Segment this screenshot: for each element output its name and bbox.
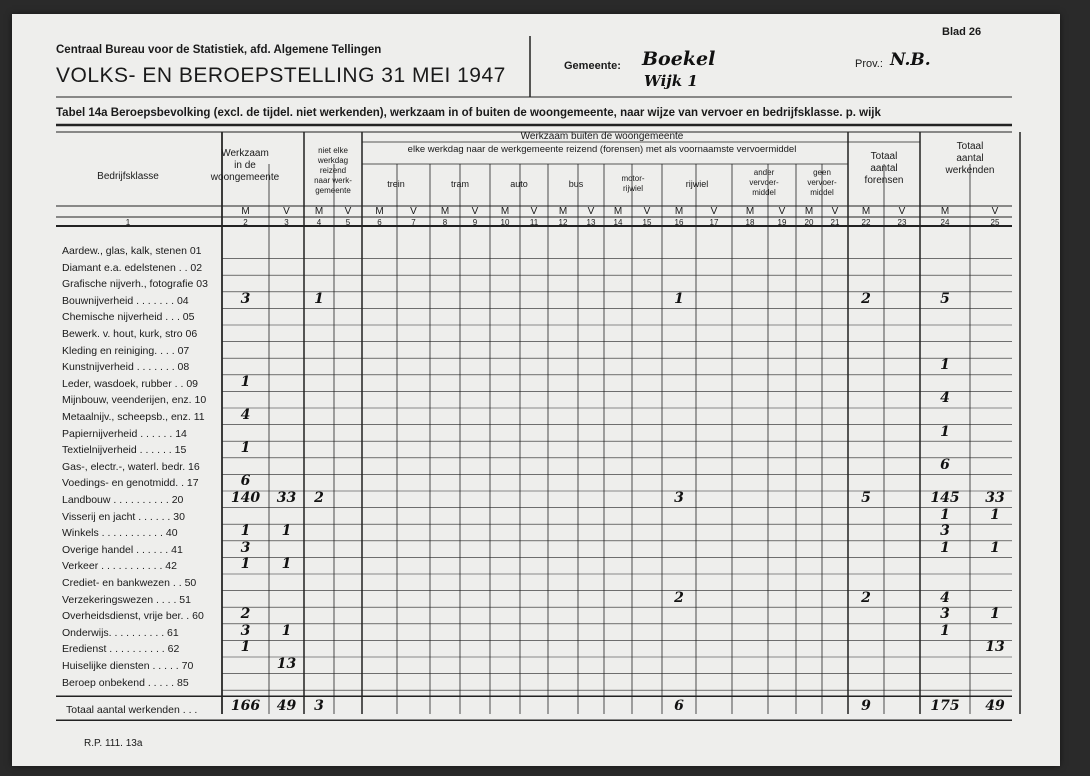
mv-label: V: [587, 206, 595, 217]
mv-label: V: [710, 206, 718, 217]
mv-label: V: [778, 206, 786, 217]
row-label: Verkeer . . . . . . . . . . . 42: [62, 560, 177, 573]
column-number: 10: [500, 218, 510, 227]
bureau-name: Centraal Bureau voor de Statistiek, afd. Algemene Tellingen: [56, 44, 382, 56]
table-cell-value: 1: [990, 539, 1000, 556]
table-cell-value: 3: [674, 490, 684, 506]
row-label: Bouwnijverheid . . . . . . . 04: [62, 294, 189, 307]
total-cell-value: 9: [861, 698, 871, 715]
mv-label: V: [643, 206, 651, 217]
table-cell-value: 1: [281, 523, 292, 540]
header-motor: rijwiel: [623, 184, 643, 193]
gemeente-value: Boekel: [642, 48, 716, 70]
table-cell-value: 33: [276, 490, 297, 506]
mv-label: M: [314, 206, 324, 217]
row-label: Kleding en reiniging. . . . 07: [62, 344, 190, 357]
column-number: 18: [745, 218, 755, 227]
header-totaal-werkenden: aantal: [956, 153, 984, 164]
header-niet-elke: werkdag: [317, 156, 349, 165]
row-label: Diamant e.a. edelstenen . . 02: [62, 261, 203, 274]
table-cell-value: 3: [940, 523, 950, 540]
table-cell-value: 1: [240, 440, 251, 457]
table-cell-value: 1: [240, 639, 251, 656]
mv-label: V: [471, 206, 479, 217]
row-label: Aardew., glas, kalk, stenen 01: [62, 245, 202, 257]
row-label: Overige handel . . . . . . 41: [62, 543, 183, 556]
mv-label: V: [410, 206, 417, 217]
header-bedrijfsklasse: Bedrijfsklasse: [97, 171, 159, 182]
table-cell-value: 1: [674, 290, 684, 307]
table-cell-value: 2: [861, 589, 871, 606]
table-cell-value: 1: [940, 622, 950, 639]
mv-label: M: [558, 206, 568, 217]
table-cell-value: 2: [240, 606, 251, 623]
mv-label: M: [861, 206, 871, 217]
form-title: VOLKS- EN BEROEPSTELLING 31 MEI 1947: [56, 64, 506, 87]
header-ander: middel: [752, 188, 776, 197]
row-label: Papiernijverheid . . . . . . 14: [62, 427, 187, 440]
row-label: Textielnijverheid . . . . . . 15: [62, 444, 187, 457]
total-cell-value: 6: [674, 698, 684, 715]
row-label: Huiselijke diensten . . . . . 70: [62, 660, 194, 672]
header-geen: middel: [810, 188, 834, 197]
census-form-sheet: [12, 14, 1060, 766]
table-cell-value: 1: [314, 290, 324, 307]
header-totaal-forensen: aantal: [870, 163, 898, 174]
mv-label: M: [940, 206, 950, 217]
row-label: Chemische nijverheid . . . 05: [62, 311, 195, 324]
mv-label: V: [831, 206, 839, 217]
column-number: 8: [442, 218, 448, 227]
column-number: 11: [529, 218, 539, 227]
header-totaal-werkenden: Totaal: [956, 141, 984, 152]
row-label: Onderwijs. . . . . . . . . . 61: [62, 626, 179, 639]
row-label: Crediet- en bankwezen . . 50: [62, 577, 197, 589]
row-label: Visserij en jacht . . . . . . 30: [62, 510, 185, 523]
column-number: 12: [558, 218, 568, 227]
row-label: Metaalnijv., scheepsb., enz. 11: [62, 411, 205, 423]
table-cell-value: 1: [940, 357, 950, 374]
header-niet-elke: niet elke: [318, 146, 348, 155]
table-cell-value: 145: [930, 490, 960, 506]
table-cell-value: 1: [940, 506, 950, 523]
column-number: 19: [777, 218, 787, 227]
table-cell-value: 3: [240, 539, 251, 556]
table-cell-value: 33: [985, 490, 1005, 506]
column-number: 13: [586, 218, 596, 227]
table-cell-value: 2: [314, 490, 324, 506]
header-tram: tram: [451, 179, 469, 189]
table-title: Tabel 14a Beroepsbevolking (excl. de tijdel. niet werkenden), werkzaam in of buiten de woongemeente, naar wijze van vervoer en bedrijfsklasse. p. wijk: [56, 107, 881, 119]
mv-label: M: [674, 206, 684, 217]
table-cell-value: 1: [940, 423, 950, 440]
table-cell-value: 1: [940, 539, 950, 556]
table-cell-value: 5: [861, 490, 871, 506]
row-label: Landbouw . . . . . . . . . . 20: [62, 494, 184, 506]
province-label: Prov.:: [855, 58, 883, 70]
header-totaal-forensen: forensen: [864, 175, 904, 186]
column-number: 20: [804, 218, 814, 227]
column-number: 14: [613, 218, 623, 227]
header-niet-elke: gemeente: [315, 186, 351, 195]
row-label: Kunstnijverheid . . . . . . . 08: [62, 361, 190, 374]
table-cell-value: 3: [940, 606, 950, 623]
table-cell-value: 6: [940, 456, 950, 473]
mv-label: V: [530, 206, 538, 217]
table-cell-value: 2: [674, 589, 684, 606]
mv-label: M: [804, 206, 814, 217]
table-cell-value: 4: [240, 407, 251, 423]
mv-label: V: [991, 206, 999, 217]
column-number: 21: [830, 218, 840, 227]
column-number: 7: [411, 218, 416, 227]
header-niet-elke: naar werk-: [314, 176, 352, 185]
table-cell-value: 1: [240, 556, 251, 573]
column-number: 9: [472, 218, 478, 227]
mv-label: V: [283, 206, 290, 217]
wijk-value: Wijk 1: [644, 72, 698, 90]
column-number: 6: [377, 218, 382, 227]
column-number: 22: [861, 218, 871, 227]
row-label: Verzekeringswezen . . . . 51: [62, 593, 191, 606]
province-value: N.B.: [890, 50, 931, 70]
total-cell-value: 166: [230, 698, 261, 715]
column-number: 1: [125, 218, 131, 227]
table-cell-value: 1: [240, 523, 251, 540]
totals-label: Totaal aantal werkenden . . .: [66, 704, 198, 717]
header-geen: vervoer-: [807, 178, 837, 187]
row-label: Leder, wasdoek, rubber . . 09: [62, 377, 199, 390]
header-auto: auto: [510, 179, 528, 189]
table-cell-value: 6: [240, 473, 251, 490]
table-cell-value: 2: [861, 290, 871, 307]
row-label: Winkels . . . . . . . . . . . 40: [62, 527, 178, 540]
header-elke-werkdag: elke werkdag naar de werkgemeente reizend (forensen) met als voornaamste vervoermiddel: [407, 144, 797, 155]
column-number: 25: [990, 218, 1000, 227]
column-number: 3: [284, 218, 289, 227]
header-motor: motor-: [621, 174, 645, 183]
row-label: Grafische nijverh., fotografie 03: [62, 278, 208, 291]
column-number: 5: [345, 218, 351, 227]
table-cell-value: 1: [990, 606, 1000, 623]
row-label: Mijnbouw, veenderijen, enz. 10: [62, 394, 207, 407]
row-label: Overheidsdienst, vrije ber. . 60: [62, 610, 204, 623]
header-woongemeente: woongemeente: [210, 172, 280, 183]
table-cell-value: 1: [240, 373, 251, 390]
table-cell-value: 4: [940, 589, 950, 606]
header-ander: ander: [753, 168, 775, 177]
table-cell-value: 1: [281, 622, 292, 639]
blad-number: Blad 26: [942, 26, 982, 38]
header-ander: vervoer-: [749, 178, 779, 187]
table-cell-value: 13: [985, 639, 1005, 656]
table-cell-value: 3: [240, 290, 251, 307]
row-label: Bewerk. v. hout, kurk, stro 06: [62, 328, 198, 340]
header-totaal-werkenden: werkenden: [945, 165, 995, 176]
total-cell-value: 3: [314, 698, 324, 715]
mv-label: M: [500, 206, 510, 217]
mv-label: V: [344, 206, 352, 217]
mv-label: V: [898, 206, 906, 217]
row-label: Gas-, electr.-, waterl. bedr. 16: [62, 460, 200, 473]
table-cell-value: 5: [940, 290, 950, 307]
row-label: Voedings- en genotmidd. . 17: [62, 477, 199, 490]
column-number: 15: [642, 218, 652, 227]
column-number: 2: [243, 218, 248, 227]
row-label: Beroep onbekend . . . . . 85: [62, 676, 189, 689]
header-niet-elke: reizend: [319, 166, 347, 175]
header-geen: geen: [813, 168, 831, 177]
table-cell-value: 1: [281, 556, 292, 573]
form-code: R.P. 111. 13a: [84, 738, 143, 749]
header-trein: trein: [387, 179, 405, 189]
column-number: 16: [674, 218, 684, 227]
total-cell-value: 49: [276, 698, 297, 715]
column-number: 24: [940, 218, 950, 227]
column-number: 23: [897, 218, 907, 227]
mv-label: M: [613, 206, 623, 217]
header-totaal-forensen: Totaal: [870, 151, 898, 162]
table-cell-value: 140: [230, 490, 261, 506]
mv-label: M: [375, 206, 384, 217]
row-label: Eredienst . . . . . . . . . . 62: [62, 643, 180, 656]
header-rijwiel: rijwiel: [685, 179, 709, 189]
table-cell-value: 1: [990, 506, 1000, 523]
table-cell-value: 4: [940, 390, 950, 407]
column-number: 17: [709, 218, 719, 227]
header-bus: bus: [568, 179, 584, 189]
column-number: 4: [316, 218, 322, 227]
total-cell-value: 49: [985, 698, 1005, 715]
total-cell-value: 175: [930, 698, 960, 715]
header-in-de: in de: [234, 160, 256, 171]
header-werkzaam: Werkzaam: [221, 148, 269, 159]
mv-label: M: [745, 206, 755, 217]
table-cell-value: 13: [276, 656, 297, 672]
mv-label: M: [241, 206, 250, 217]
header-werkzaam-buiten: Werkzaam buiten de woongemeente: [520, 131, 684, 142]
mv-label: M: [440, 206, 450, 217]
gemeente-label: Gemeente:: [564, 60, 621, 72]
table-cell-value: 3: [240, 622, 251, 639]
